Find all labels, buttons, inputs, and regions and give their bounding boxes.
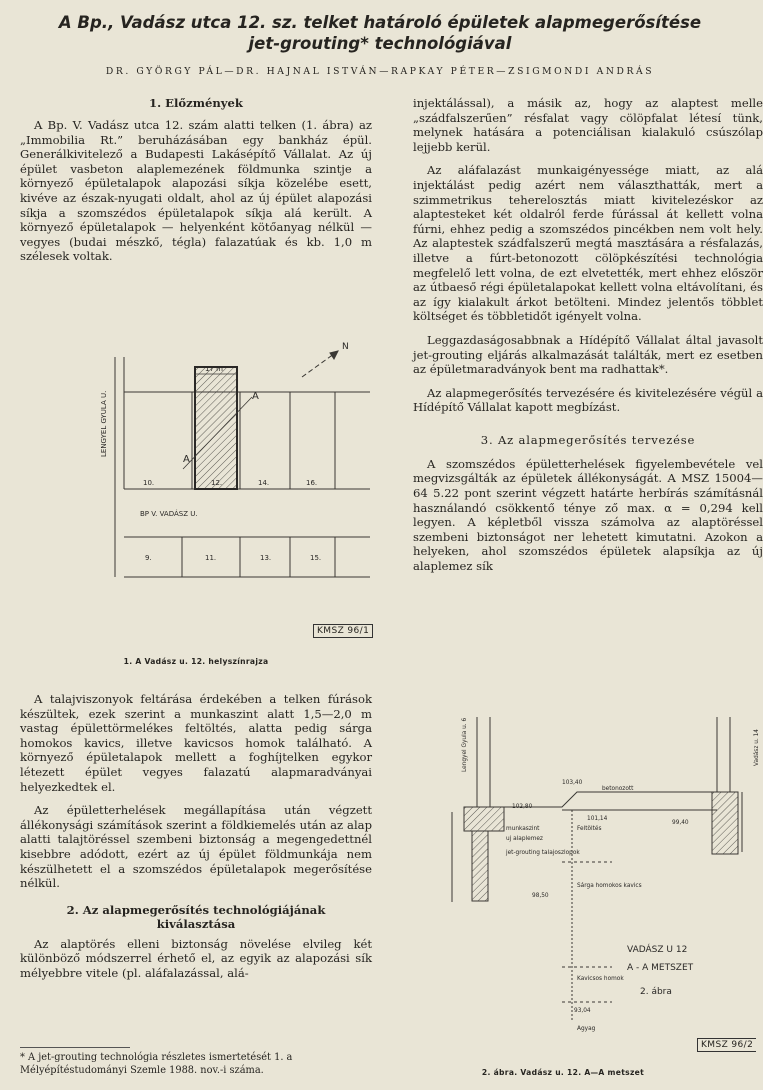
right-paragraph-3: Leggazdaságosabbnak a Hídépítő Vállalat által javasolt jet-grouting eljárás alkalmazását találták, mert ez esetben az épületmaradványok bent ma radhattak*. [413, 332, 763, 377]
plot-label-16: 16. [306, 479, 318, 487]
fig2-title-3: 2. ábra [640, 987, 672, 997]
plot-label-15: 15. [310, 554, 322, 562]
section-mark-a-bottom: A [183, 454, 190, 465]
level-93-04: 93,04 [574, 1008, 591, 1014]
section-2-heading [20, 903, 372, 931]
label-agyag: Agyag [577, 1026, 596, 1032]
level-99-40: 99,40 [672, 820, 689, 826]
article-title [10, 12, 750, 54]
authors: DR. GYÖRGY PÁL—DR. HAJNAL ISTVÁN—RAPKAY PÉTER—ZSIGMONDI ANDRÁS [105, 66, 655, 77]
label-kavicsos-homok: Kavicsos homok [577, 976, 624, 982]
footnote: * A jet-grouting technológia részletes ismertetését 1. a Mélyépítéstudományi Szemle 1988. nov.-i száma. [20, 1052, 293, 1076]
title-line-1: A Bp., Vadász utca 12. sz. telket határoló épületek alapmegerősítése [58, 13, 702, 32]
label-munkaszint: munkaszint [506, 826, 540, 832]
right-paragraph-1: injektálással), a másik az, hogy az alaptest melle „szádfalszerűen” résfalat vagy cölöpfalat létesí tünk, melynek hatására a potenciálisan kialakuló csúszólap lejjebb kerül. [413, 96, 763, 154]
plot-12-hatched [195, 367, 237, 489]
right-paragraph-5: A szomszédos épületterhelések figyelembevétele vel megvizsgálták az épületek állékonyságát. A MSZ 15004—64 5.22 pont szerint végzett határte herbírás számításnál használandó csökkentő ténye ző max. α = 0,294 kell legyen. A képletből vissza számolva az alaptöréssel szembeni biztonságot ner lehetett kimutatni. Azokon a helyeken, ahol szomszédos épületek alapsíkja az új alaplemez sík [413, 456, 763, 574]
section-3-heading: 3. Az alapmegerősítés tervezése [480, 432, 696, 447]
label-jet-grouting: jet-grouting talajoszlopok [506, 850, 580, 856]
plot-label-11: 11. [205, 554, 217, 562]
label-vadasz-14: Vadász u. 14 [754, 729, 760, 766]
section-1-heading: 1. Előzmények [149, 96, 243, 110]
left-column-top [20, 96, 372, 273]
section-1-paragraph-3: Az épületterhelések megállapítása után végzett állékonysági számítások szerint a földkiemelés után az alap alatti talajtöréssel szembeni biztonság a megengedettnél kisebbre adódott, ezért az új épület földmunkája nem készülhetett el a szomszédos épületalapok megerősítése nélkül. [20, 803, 372, 891]
north-arrow-icon [330, 351, 338, 359]
section-2-heading-line-2: kiválasztása [156, 916, 236, 931]
figure-1-stamp: KMSZ 96/1 [313, 624, 373, 638]
plot-label-13: 13. [260, 554, 272, 562]
right-column [413, 96, 763, 583]
level-98-50: 98,50 [532, 893, 549, 899]
title-line-2: jet-grouting* technológiával [248, 34, 512, 53]
figure-1-caption: 1. A Vadász u. 12. helyszínrajza [123, 657, 269, 666]
plot-label-12: 12. [211, 479, 223, 487]
label-feltoltes: Feltöltés [577, 826, 602, 832]
level-101-14: 101,14 [587, 816, 608, 822]
figure-1-site-plan [80, 337, 380, 637]
section-1-paragraph-2: A talajviszonyok feltárása érdekében a telken fúrások készültek, ezek szerint a munkaszint alatt 1,5—2,0 m vastag épülettörmelékes feltöltés, alatta pedig sárga homokos kavics, illetve kavicsos homok található. A környező épületalapok mellett a foghíjtelken egykor létezett épület vegyes falazatú alapmaradványai helyezkedtek el. [20, 692, 372, 794]
dimension-17m: 17 m [205, 365, 223, 373]
fig2-title-2: A - A METSZET [627, 963, 694, 973]
street-vadasz: BP V. VADÁSZ U. [140, 510, 198, 518]
level-103-40: 103,40 [562, 780, 583, 786]
section-2-paragraph-1: Az alaptörés elleni biztonság növelése elvileg két különböző módszerrel érhető el, az egyik az alapozási sík mélyebbre vitele (pl. aláfalazással, alá- [20, 936, 372, 980]
section-mark-a-top: A [252, 391, 259, 402]
plot-label-9: 9. [145, 554, 152, 562]
label-sargo-homokos-kavics: Sárga homokos kavics [577, 883, 642, 889]
figure-2-cross-section [412, 712, 760, 1052]
north-label: N [342, 342, 349, 352]
section-2-heading-line-1: 2. Az alapmegerősítés technológiájának [66, 902, 326, 917]
street-lengyel-gyula: LENGYEL GYULA U. [100, 390, 108, 457]
level-102-80: 102,80 [512, 804, 533, 810]
right-paragraph-2: Az aláfalazást munkaigényessége miatt, az alá injektálást pedig azért nem választhatták, mert a szimmetrikus teherelosztás miatt kivitelezéskor az alaptesteket két oldalról ferde fúrással át kellett volna fúrni, ehhez pedig a szomszédos pincékben nem volt hely. Az alaptestek szádfalszerű megtá masztására a résfalazás, illetve a fúrt-betonozott cölöpkészítési technológia megfelelő lett volna, de ezt elvetették, mert ehhez először az útbaeső régi épületalapokat kellett volna eltávolítani, és az így kialakult árkot betölteni. Mindez jelentős többlet költséget és többletidőt igényelt volna. [413, 163, 763, 324]
section-1-paragraph-1: A Bp. V. Vadász utca 12. szám alatti telken (1. ábra) az „Immobilia Rt.” beruházásában egy bankház épül. Generálkivitelező a Budapesti Lakásépítő Vállalat. Az új épület vasbeton alaplemezének földmunka szintje a környező épületalapok alapozási síkja közelébe esett, kivéve az észak-nyugati oldalt, ahol az új épület alapozási síkja a szomszédos épületalapok síkja alá került. A környező épületalapok — helyenként kötőanyag nélkül — vegyes (budai mészkő, tégla) falazatúak és kb. 1,0 m szélesek voltak. [20, 118, 372, 264]
left-column-bottom [20, 692, 372, 990]
plot-label-10: 10. [143, 479, 155, 487]
figure-2-stamp: KMSZ 96/2 [697, 1038, 756, 1052]
fig2-title-1: VADÁSZ U 12 [627, 945, 688, 955]
label-uj-alaplemez: uj alaplemez [506, 836, 543, 842]
right-paragraph-4: Az alapmegerősítés tervezésére és kivitelezésére végül a Hídépítő Vállalat kapott megbízást. [413, 385, 763, 415]
plot-label-14: 14. [258, 479, 270, 487]
label-lengyel-gyula-6: Lengyel Gyula u. 6 [462, 717, 468, 772]
figure-2-caption: 2. ábra. Vadász u. 12. A—A metszet [481, 1068, 645, 1077]
footnote-rule [20, 1047, 130, 1048]
label-betonozott: betonozott [602, 786, 634, 792]
